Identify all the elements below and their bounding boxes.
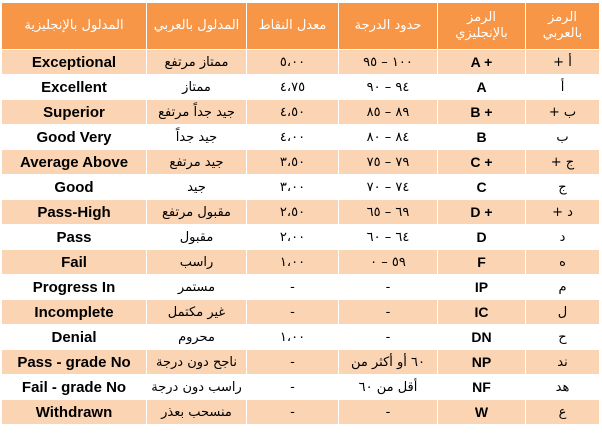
cell-range: ١٠٠ – ٩٥ bbox=[339, 50, 438, 75]
cell-points: - bbox=[247, 375, 339, 400]
cell-en-symbol: C + bbox=[438, 150, 526, 175]
cell-en-symbol: A + bbox=[438, 50, 526, 75]
cell-ar-symbol: أ bbox=[526, 75, 600, 100]
cell-en-meaning: Good Very bbox=[2, 125, 147, 150]
cell-range: ٧٤ – ٧٠ bbox=[339, 175, 438, 200]
cell-en-meaning: Exceptional bbox=[2, 50, 147, 75]
table-row bbox=[2, 175, 600, 200]
cell-en-meaning: Withdrawn bbox=[2, 400, 147, 425]
cell-en-symbol: D + bbox=[438, 200, 526, 225]
cell-en-symbol: NF bbox=[438, 375, 526, 400]
cell-range: ٦٠ أو أكثر من bbox=[339, 350, 438, 375]
cell-en-meaning: Pass bbox=[2, 225, 147, 250]
cell-ar-symbol: د bbox=[526, 225, 600, 250]
cell-ar-meaning: ناجح دون درجة bbox=[147, 350, 247, 375]
cell-range: ٩٤ – ٩٠ bbox=[339, 75, 438, 100]
cell-en-meaning: Superior bbox=[2, 100, 147, 125]
header-ar-symbol: الرمز بالعربي bbox=[526, 3, 600, 50]
table-row bbox=[2, 250, 600, 275]
cell-range: ٧٩ – ٧٥ bbox=[339, 150, 438, 175]
cell-points: ٥،٠٠ bbox=[247, 50, 339, 75]
cell-en-meaning: Denial bbox=[2, 325, 147, 350]
cell-points: ٢،٠٠ bbox=[247, 225, 339, 250]
cell-ar-symbol: ب + bbox=[526, 100, 600, 125]
cell-ar-symbol: ج bbox=[526, 175, 600, 200]
header-row bbox=[2, 3, 600, 50]
cell-ar-meaning: جيد جداً مرتفع bbox=[147, 100, 247, 125]
cell-en-meaning: Pass - grade No bbox=[2, 350, 147, 375]
cell-points: ٤،٠٠ bbox=[247, 125, 339, 150]
cell-en-meaning: Incomplete bbox=[2, 300, 147, 325]
cell-en-symbol: NP bbox=[438, 350, 526, 375]
table-row bbox=[2, 125, 600, 150]
cell-ar-symbol: ه bbox=[526, 250, 600, 275]
table-row bbox=[2, 150, 600, 175]
cell-en-symbol: B bbox=[438, 125, 526, 150]
cell-ar-meaning: مقبول مرتفع bbox=[147, 200, 247, 225]
cell-ar-meaning: راسب دون درجة bbox=[147, 375, 247, 400]
cell-ar-meaning: غير مكتمل bbox=[147, 300, 247, 325]
cell-range: - bbox=[339, 400, 438, 425]
cell-en-meaning: Fail - grade No bbox=[2, 375, 147, 400]
cell-points: - bbox=[247, 275, 339, 300]
grading-table bbox=[1, 2, 600, 425]
header-ar-meaning: المدلول بالعربي bbox=[147, 3, 247, 50]
table-row bbox=[2, 325, 600, 350]
cell-en-meaning: Fail bbox=[2, 250, 147, 275]
cell-en-symbol: F bbox=[438, 250, 526, 275]
cell-ar-symbol: ع bbox=[526, 400, 600, 425]
cell-range: ٦٤ – ٦٠ bbox=[339, 225, 438, 250]
cell-points: ٤،٧٥ bbox=[247, 75, 339, 100]
cell-en-symbol: W bbox=[438, 400, 526, 425]
table-row bbox=[2, 50, 600, 75]
cell-points: ٣،٠٠ bbox=[247, 175, 339, 200]
cell-en-symbol: A bbox=[438, 75, 526, 100]
cell-en-meaning: Good bbox=[2, 175, 147, 200]
cell-ar-meaning: ممتاز مرتفع bbox=[147, 50, 247, 75]
cell-points: - bbox=[247, 300, 339, 325]
cell-en-symbol: IP bbox=[438, 275, 526, 300]
cell-ar-meaning: جيد مرتفع bbox=[147, 150, 247, 175]
table-row bbox=[2, 300, 600, 325]
cell-en-symbol: IC bbox=[438, 300, 526, 325]
cell-points: ٢،٥٠ bbox=[247, 200, 339, 225]
cell-en-symbol: B + bbox=[438, 100, 526, 125]
cell-ar-meaning: ممتاز bbox=[147, 75, 247, 100]
cell-en-symbol: C bbox=[438, 175, 526, 200]
cell-points: ٤،٥٠ bbox=[247, 100, 339, 125]
cell-ar-meaning: مقبول bbox=[147, 225, 247, 250]
table-row bbox=[2, 225, 600, 250]
cell-ar-symbol: ب bbox=[526, 125, 600, 150]
cell-range: ٨٤ – ٨٠ bbox=[339, 125, 438, 150]
cell-range: ٨٩ – ٨٥ bbox=[339, 100, 438, 125]
cell-ar-symbol: م bbox=[526, 275, 600, 300]
cell-ar-symbol: ند bbox=[526, 350, 600, 375]
cell-range: - bbox=[339, 325, 438, 350]
table-row bbox=[2, 375, 600, 400]
cell-range: أقل من ٦٠ bbox=[339, 375, 438, 400]
cell-range: ٦٩ – ٦٥ bbox=[339, 200, 438, 225]
table-row bbox=[2, 100, 600, 125]
cell-ar-symbol: هد bbox=[526, 375, 600, 400]
cell-points: - bbox=[247, 350, 339, 375]
cell-ar-meaning: جيد جداً bbox=[147, 125, 247, 150]
table-row bbox=[2, 400, 600, 425]
header-en-symbol: الرمز بالإنجليزي bbox=[438, 3, 526, 50]
cell-en-meaning: Average Above bbox=[2, 150, 147, 175]
table-row bbox=[2, 275, 600, 300]
cell-ar-meaning: منسحب بعذر bbox=[147, 400, 247, 425]
table-row bbox=[2, 75, 600, 100]
cell-ar-symbol: ل bbox=[526, 300, 600, 325]
cell-en-meaning: Excellent bbox=[2, 75, 147, 100]
header-en-meaning: المدلول بالإنجليزية bbox=[2, 3, 147, 50]
header-points: معدل النقاط bbox=[247, 3, 339, 50]
cell-points: - bbox=[247, 400, 339, 425]
cell-range: ٥٩ – ٠ bbox=[339, 250, 438, 275]
table-row bbox=[2, 350, 600, 375]
cell-en-symbol: D bbox=[438, 225, 526, 250]
cell-ar-meaning: جيد bbox=[147, 175, 247, 200]
cell-points: ٣،٥٠ bbox=[247, 150, 339, 175]
cell-points: ١،٠٠ bbox=[247, 250, 339, 275]
cell-ar-symbol: ج + bbox=[526, 150, 600, 175]
cell-en-meaning: Pass-High bbox=[2, 200, 147, 225]
cell-range: - bbox=[339, 300, 438, 325]
cell-ar-meaning: مستمر bbox=[147, 275, 247, 300]
cell-ar-meaning: راسب bbox=[147, 250, 247, 275]
cell-en-meaning: Progress In bbox=[2, 275, 147, 300]
table-row bbox=[2, 200, 600, 225]
header-range: حدود الدرجة bbox=[339, 3, 438, 50]
cell-ar-symbol: ح bbox=[526, 325, 600, 350]
cell-ar-symbol: د + bbox=[526, 200, 600, 225]
cell-range: - bbox=[339, 275, 438, 300]
cell-points: ١،٠٠ bbox=[247, 325, 339, 350]
cell-ar-symbol: أ + bbox=[526, 50, 600, 75]
cell-en-symbol: DN bbox=[438, 325, 526, 350]
cell-ar-meaning: محروم bbox=[147, 325, 247, 350]
